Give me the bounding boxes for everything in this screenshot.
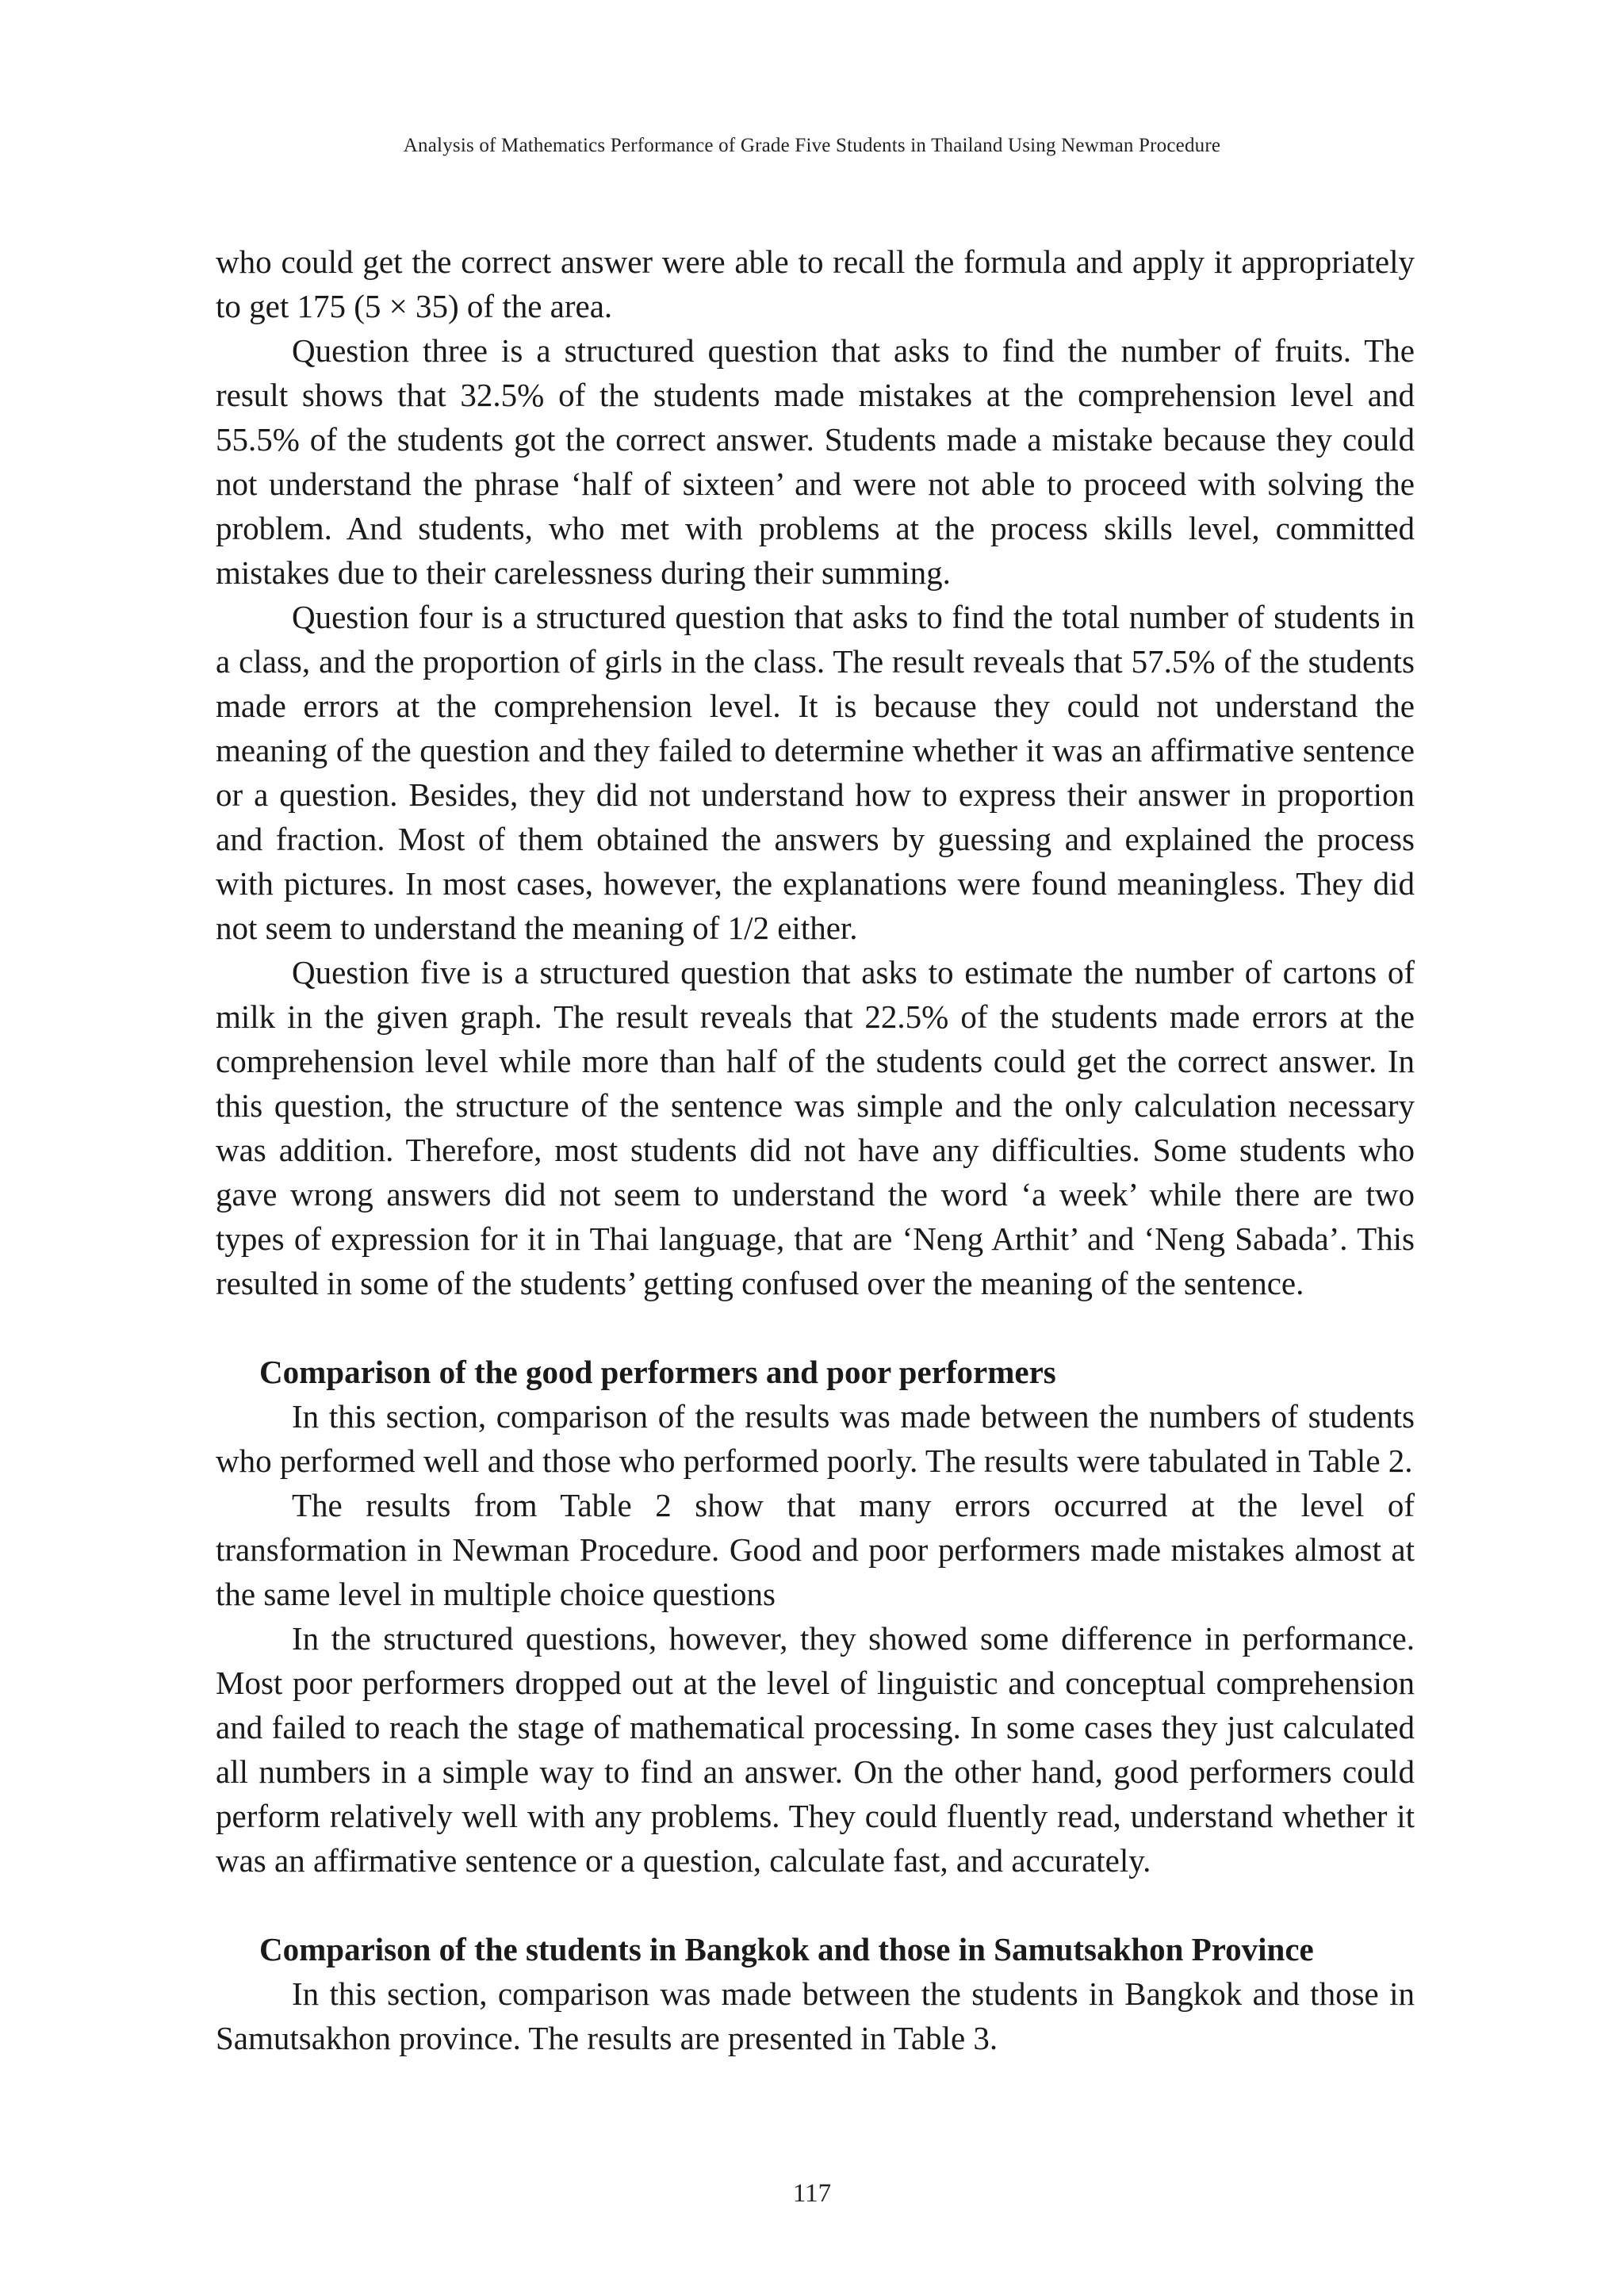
running-title: Analysis of Mathematics Performance of Grade Five Students in Thailand Using Newman Procedure	[403, 135, 1221, 156]
page-number: 117	[792, 2179, 832, 2208]
section-heading-provinces: Comparison of the students in Bangkok and those in Samutsakhon Province	[259, 1931, 1314, 1967]
paragraph-question-four: Question four is a structured question that asks to find the total number of students in a class, and the proportion of girls in the class. The result reveals that 57.5% of the students made errors at the comprehension level. It is because they could not understand the meaning of the question and they failed to determine whether it was an affirmative sentence or a question. Besides, they did not understand how to express their answer in proportion and fraction. Most of them obtained the answers by guessing and explained the process with pictures. In most cases, however, the explanations were found meaningless. They did not seem to understand the meaning of 1/2 either.	[216, 599, 1415, 946]
section-spacer	[216, 1305, 1415, 1350]
paragraph-provinces-1: In this section, comparison was made between the students in Bangkok and those in Samutsakhon province. The results are presented in Table 3.	[216, 1975, 1415, 2056]
paragraph-performers-1: In this section, comparison of the results was made between the numbers of students who performed well and those who performed poorly. The results were tabulated in Table 2.	[216, 1398, 1415, 1479]
section-heading-performers: Comparison of the good performers and poor performers	[259, 1354, 1056, 1390]
paragraph-question-five: Question five is a structured question that asks to estimate the number of cartons of milk in the given graph. The result reveals that 22.5% of the students made errors at the comprehension level while more than half of the students could get the correct answer. In this question, the structure of the sentence was simple and the only calculation necessary was addition. Therefore, most students did not have any difficulties. Some students who gave wrong answers did not seem to understand the word ‘a week’ while there are two types of expression for it in Thai language, that are ‘Neng Arthit’ and ‘Neng Sabada’. This resulted in some of the students’ getting confused over the meaning of the sentence.	[216, 954, 1415, 1301]
section-spacer	[216, 1883, 1415, 1927]
paragraph-performers-2: The results from Table 2 show that many errors occurred at the level of transformation in Newman Procedure. Good and poor performers made mistakes almost at the same level in multiple choice questions	[216, 1487, 1415, 1612]
paragraph-performers-3: In the structured questions, however, they showed some difference in performance. Most poor performers dropped out at the level of linguistic and conceptual comprehension and failed to reach the stage of mathematical processing. In some cases they just calculated all numbers in a simple way to find an answer. On the other hand, good performers could perform relatively well with any problems. They could fluently read, understand whether it was an affirmative sentence or a question, calculate fast, and accurately.	[216, 1620, 1415, 1879]
paragraph-question-three: Question three is a structured question that asks to find the number of fruits. The result shows that 32.5% of the students made mistakes at the comprehension level and 55.5% of the students got the correct answer. Students made a mistake because they could not understand the phrase ‘half of sixteen’ and were not able to proceed with solving the problem. And students, who met with problems at the process skills level, committed mistakes due to their carelessness during their summing.	[216, 332, 1415, 591]
paragraph-continuation: who could get the correct answer were able to recall the formula and apply it appropriately to get 175 (5 × 35) of the area.	[216, 243, 1415, 324]
page-body	[216, 239, 1415, 2060]
